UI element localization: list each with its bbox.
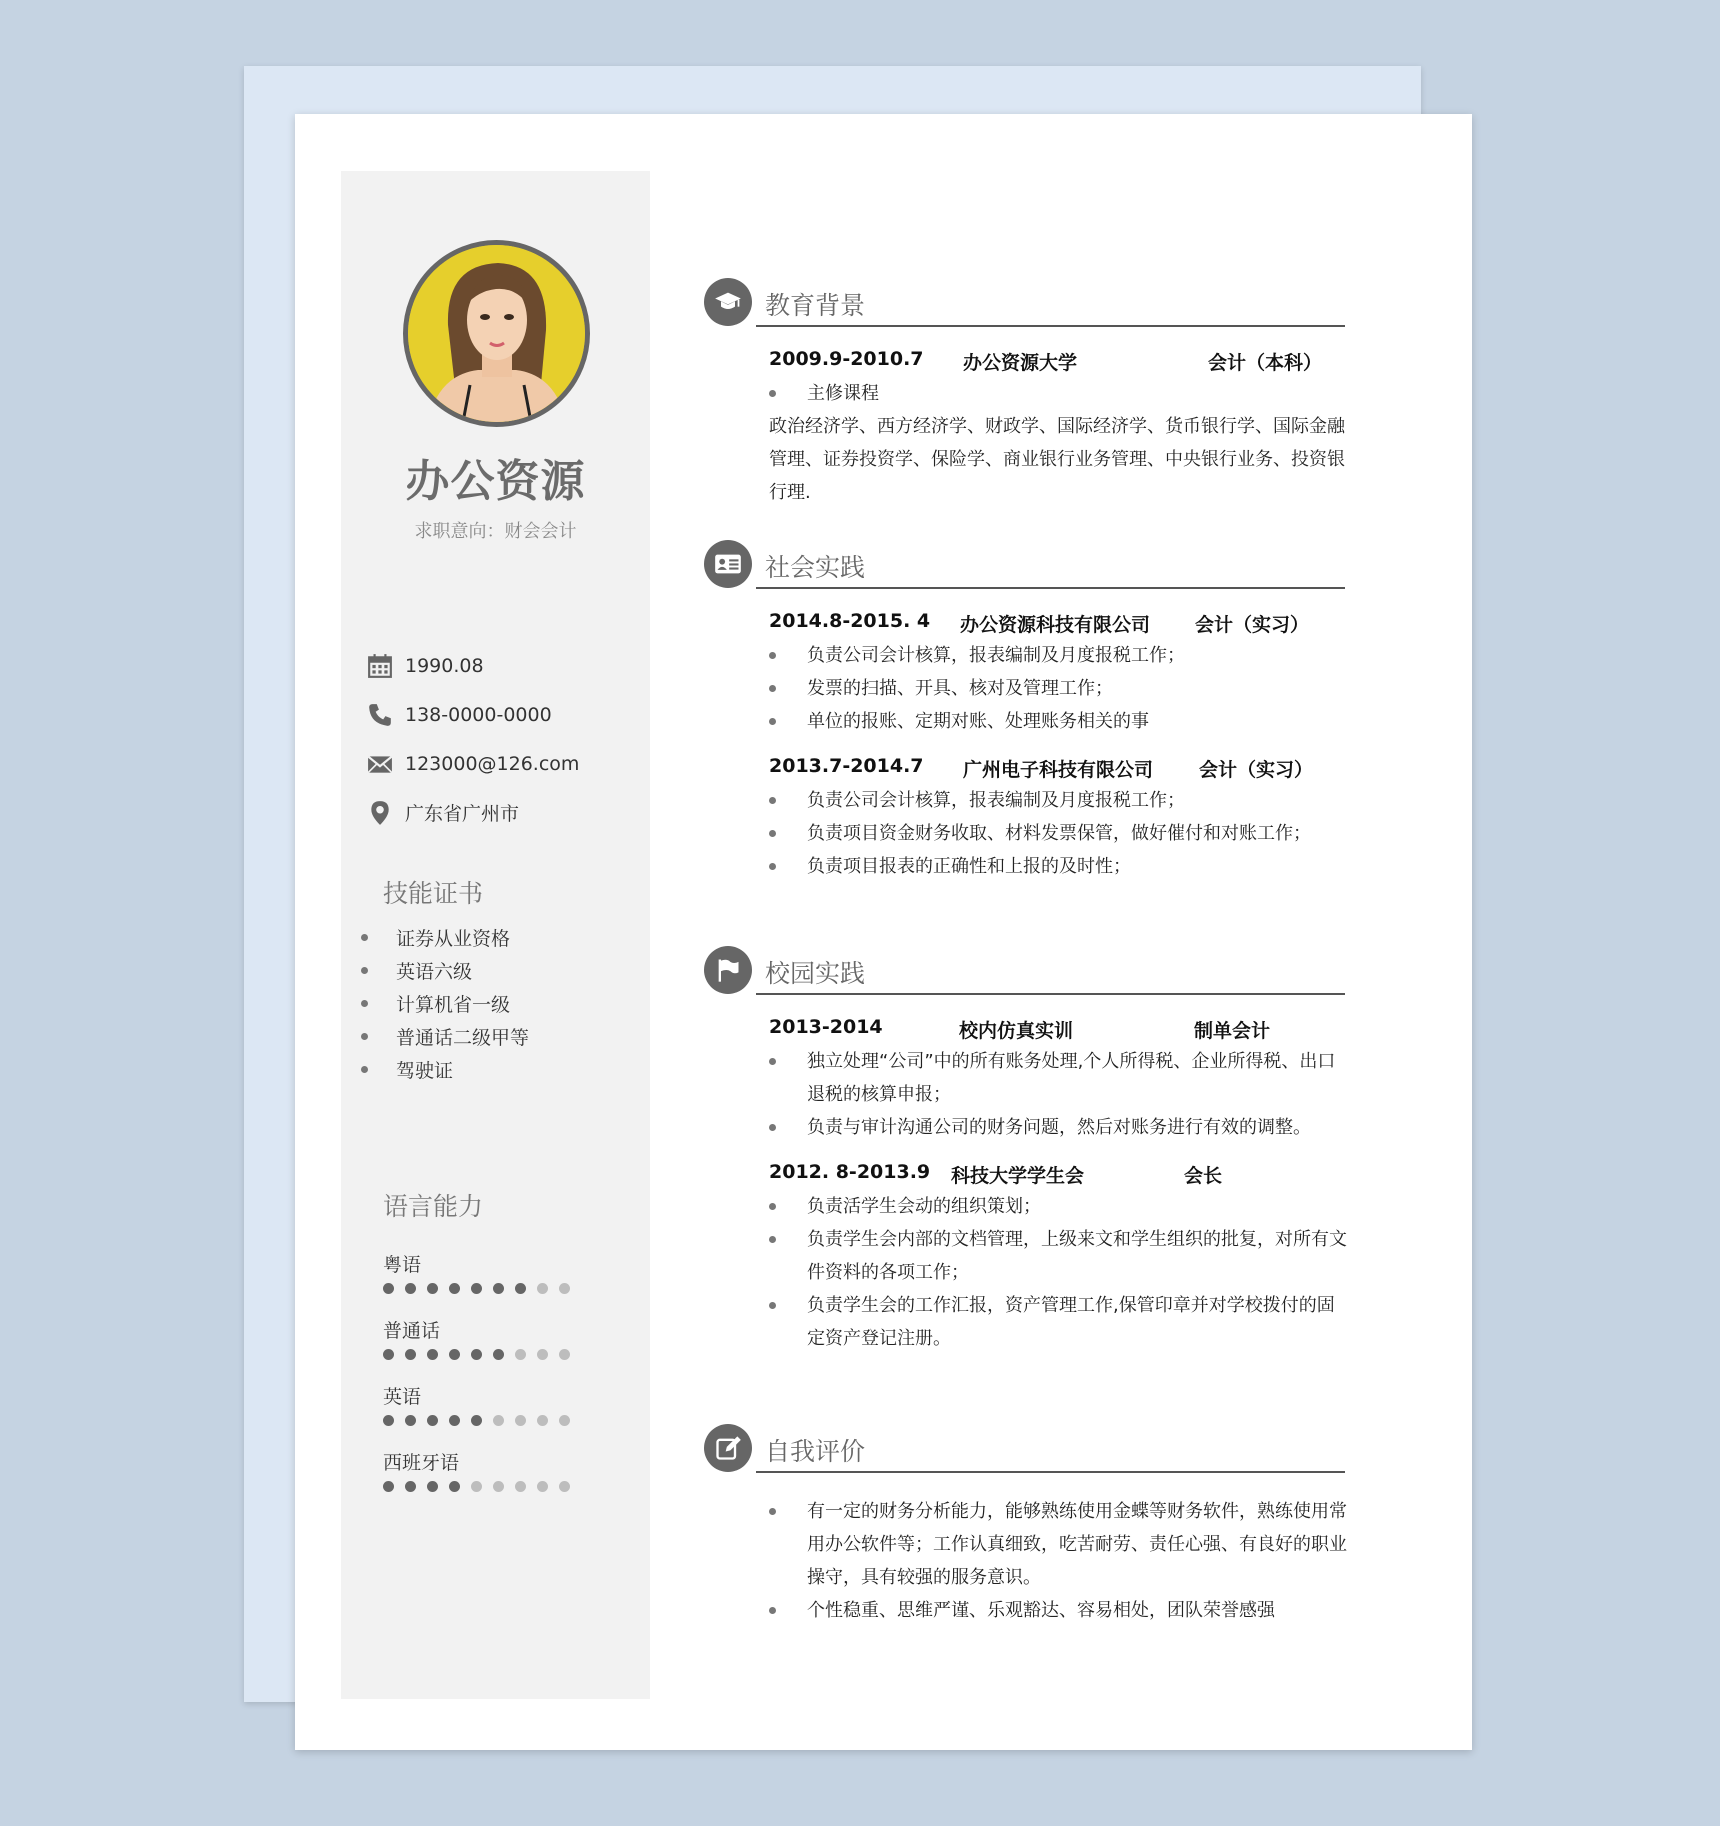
skill-item: 驾驶证: [361, 1053, 529, 1086]
level-dot-empty: [471, 1481, 482, 1492]
flag-icon: [704, 946, 752, 994]
self-bullet: 个性稳重、思维严谨、乐观豁达、容易相处，团队荣誉感强: [704, 1594, 1352, 1627]
level-dot-filled: [383, 1415, 394, 1426]
course-list: 政治经济学、西方经济学、财政学、国际经济学、货币银行学、国际金融管理、证券投资学、保险学、商业银行业务管理、中央银行业务、投资银行理.: [769, 416, 1345, 503]
sidebar: [341, 171, 650, 1699]
entry-bullet: 单位的报账、定期对账、处理账务相关的事: [704, 705, 1352, 738]
language-list: [383, 1251, 623, 1515]
education-date: 2009.9-2010.7: [769, 348, 924, 370]
language-name: 英语: [383, 1386, 422, 1408]
location-text: 广东省广州市: [405, 803, 520, 825]
entry-bullet: 负责公司会计核算，报表编制及月度报税工作；: [704, 639, 1352, 672]
entry-org: 校内仿真实训: [959, 1020, 1074, 1042]
skill-item: 计算机省一级: [361, 987, 529, 1020]
level-dot-filled: [493, 1283, 504, 1294]
section-divider: [756, 993, 1345, 995]
level-dot-empty: [537, 1349, 548, 1360]
campus-entry-head: [704, 1157, 1345, 1190]
id-card-icon: [704, 540, 752, 588]
level-dot-empty: [559, 1481, 570, 1492]
entry-org: 广州电子科技有限公司: [963, 759, 1154, 781]
contact-birthdate: [367, 641, 647, 690]
level-dot-filled: [427, 1481, 438, 1492]
entry-bullet: 发票的扫描、开具、核对及管理工作；: [704, 672, 1352, 705]
level-dot-filled: [383, 1349, 394, 1360]
email-text: 123000@126.com: [405, 752, 580, 775]
resume-page: [295, 114, 1472, 1750]
language-name: 西班牙语: [383, 1452, 460, 1474]
section-divider: [756, 587, 1345, 589]
level-dot-filled: [405, 1415, 416, 1426]
self-header: [704, 1424, 1345, 1478]
contact-location: [367, 788, 647, 837]
social-entry-head: [704, 606, 1345, 639]
language-item: [383, 1449, 623, 1515]
entry-date: 2013-2014: [769, 1016, 883, 1038]
contact-email: [367, 739, 647, 788]
education-school: 办公资源大学: [963, 352, 1078, 374]
campus-title: 校园实践: [765, 959, 866, 988]
entry-date: 2012. 8-2013.9: [769, 1161, 931, 1183]
contact-list: [367, 641, 647, 837]
level-dot-empty: [559, 1283, 570, 1294]
level-dot-filled: [427, 1283, 438, 1294]
level-dot-filled: [427, 1349, 438, 1360]
graduation-cap-icon: [704, 278, 752, 326]
education-entry-head: [704, 344, 1345, 377]
self-section: [704, 1424, 1345, 1627]
entry-bullet: 负责与审计沟通公司的财务问题，然后对账务进行有效的调整。: [704, 1111, 1352, 1144]
level-dot-filled: [405, 1481, 416, 1492]
social-entry-head: [704, 751, 1345, 784]
skill-item: 普通话二级甲等: [361, 1020, 529, 1053]
section-divider: [756, 1471, 1345, 1473]
social-header: [704, 540, 1345, 594]
campus-section: [704, 946, 1345, 1355]
level-dot-empty: [559, 1349, 570, 1360]
location-icon: [367, 800, 393, 826]
candidate-name: 办公资源: [405, 456, 586, 507]
social-title: 社会实践: [765, 553, 866, 582]
level-dot-filled: [405, 1283, 416, 1294]
level-dot-filled: [449, 1415, 460, 1426]
entry-bullet: 负责项目报表的正确性和上报的及时性；: [704, 850, 1352, 883]
campus-header: [704, 946, 1345, 1000]
language-item: [383, 1317, 623, 1383]
language-item: [383, 1251, 623, 1317]
languages-title: 语言能力: [383, 1192, 484, 1221]
entry-role: 制单会计: [1194, 1020, 1271, 1042]
entry-bullet: 负责项目资金财务收取、材料发票保管，做好催付和对账工作；: [704, 817, 1352, 850]
entry-bullet: 独立处理“公司”中的所有账务处理,个人所得税、企业所得税、出口退税的核算申报；: [704, 1045, 1352, 1111]
skills-title: 技能证书: [383, 879, 484, 908]
skill-item: 英语六级: [361, 954, 529, 987]
level-dot-empty: [559, 1415, 570, 1426]
skills-list: [361, 921, 529, 1086]
campus-entry-head: [704, 1012, 1345, 1045]
language-level-dots: [383, 1349, 623, 1360]
entry-role: 会计（实习）: [1195, 614, 1310, 636]
course-label: 主修课程: [704, 377, 1352, 410]
entry-role: 会计（实习）: [1199, 759, 1314, 781]
education-title: 教育背景: [765, 291, 866, 320]
language-name: 普通话: [383, 1320, 441, 1342]
education-section: [704, 278, 1345, 509]
level-dot-filled: [383, 1283, 394, 1294]
language-name: 粤语: [383, 1254, 422, 1276]
level-dot-empty: [493, 1415, 504, 1426]
level-dot-empty: [493, 1481, 504, 1492]
level-dot-empty: [515, 1349, 526, 1360]
self-title: 自我评价: [765, 1437, 866, 1466]
edit-icon: [704, 1424, 752, 1472]
level-dot-empty: [537, 1283, 548, 1294]
level-dot-empty: [515, 1481, 526, 1492]
language-level-dots: [383, 1481, 623, 1492]
entry-bullet: 负责公司会计核算，报表编制及月度报税工作；: [704, 784, 1352, 817]
level-dot-filled: [449, 1349, 460, 1360]
education-major: 会计（本科）: [1208, 352, 1323, 374]
level-dot-filled: [493, 1349, 504, 1360]
entry-bullet: 负责学生会内部的文档管理，上级来文和学生组织的批复，对所有文件资料的各项工作；: [704, 1223, 1352, 1289]
language-level-dots: [383, 1283, 623, 1294]
entry-org: 科技大学学生会: [951, 1165, 1085, 1187]
level-dot-filled: [449, 1481, 460, 1492]
level-dot-filled: [383, 1481, 394, 1492]
level-dot-filled: [471, 1283, 482, 1294]
entry-date: 2013.7-2014.7: [769, 755, 924, 777]
entry-bullet: 负责活学生会动的组织策划；: [704, 1190, 1352, 1223]
avatar: [403, 240, 590, 427]
level-dot-filled: [449, 1283, 460, 1294]
birthdate-text: 1990.08: [405, 654, 484, 677]
level-dot-filled: [405, 1349, 416, 1360]
skill-item: 证券从业资格: [361, 921, 529, 954]
calendar-icon: [367, 653, 393, 679]
mail-icon: [367, 751, 393, 777]
entry-bullet: 负责学生会的工作汇报，资产管理工作,保管印章并对学校拨付的固定资产登记注册。: [704, 1289, 1352, 1355]
job-intent: 求职意向：财会会计: [414, 521, 577, 542]
portrait-image: [408, 245, 585, 422]
self-bullet: 有一定的财务分析能力，能够熟练使用金蝶等财务软件，熟练使用常用办公软件等；工作认真细致，吃苦耐劳、责任心强、有良好的职业操守，具有较强的服务意识。: [704, 1495, 1352, 1594]
language-level-dots: [383, 1415, 623, 1426]
level-dot-empty: [537, 1415, 548, 1426]
level-dot-filled: [471, 1415, 482, 1426]
phone-icon: [367, 702, 393, 728]
social-section: [704, 540, 1345, 883]
level-dot-filled: [471, 1349, 482, 1360]
level-dot-filled: [515, 1283, 526, 1294]
level-dot-empty: [537, 1481, 548, 1492]
level-dot-empty: [515, 1415, 526, 1426]
phone-text: 138-0000-0000: [405, 703, 552, 726]
entry-org: 办公资源科技有限公司: [960, 614, 1151, 636]
entry-date: 2014.8-2015. 4: [769, 610, 931, 632]
education-header: [704, 278, 1345, 332]
level-dot-filled: [427, 1415, 438, 1426]
contact-phone: [367, 690, 647, 739]
section-divider: [756, 325, 1345, 327]
entry-role: 会长: [1184, 1165, 1223, 1187]
language-item: [383, 1383, 623, 1449]
